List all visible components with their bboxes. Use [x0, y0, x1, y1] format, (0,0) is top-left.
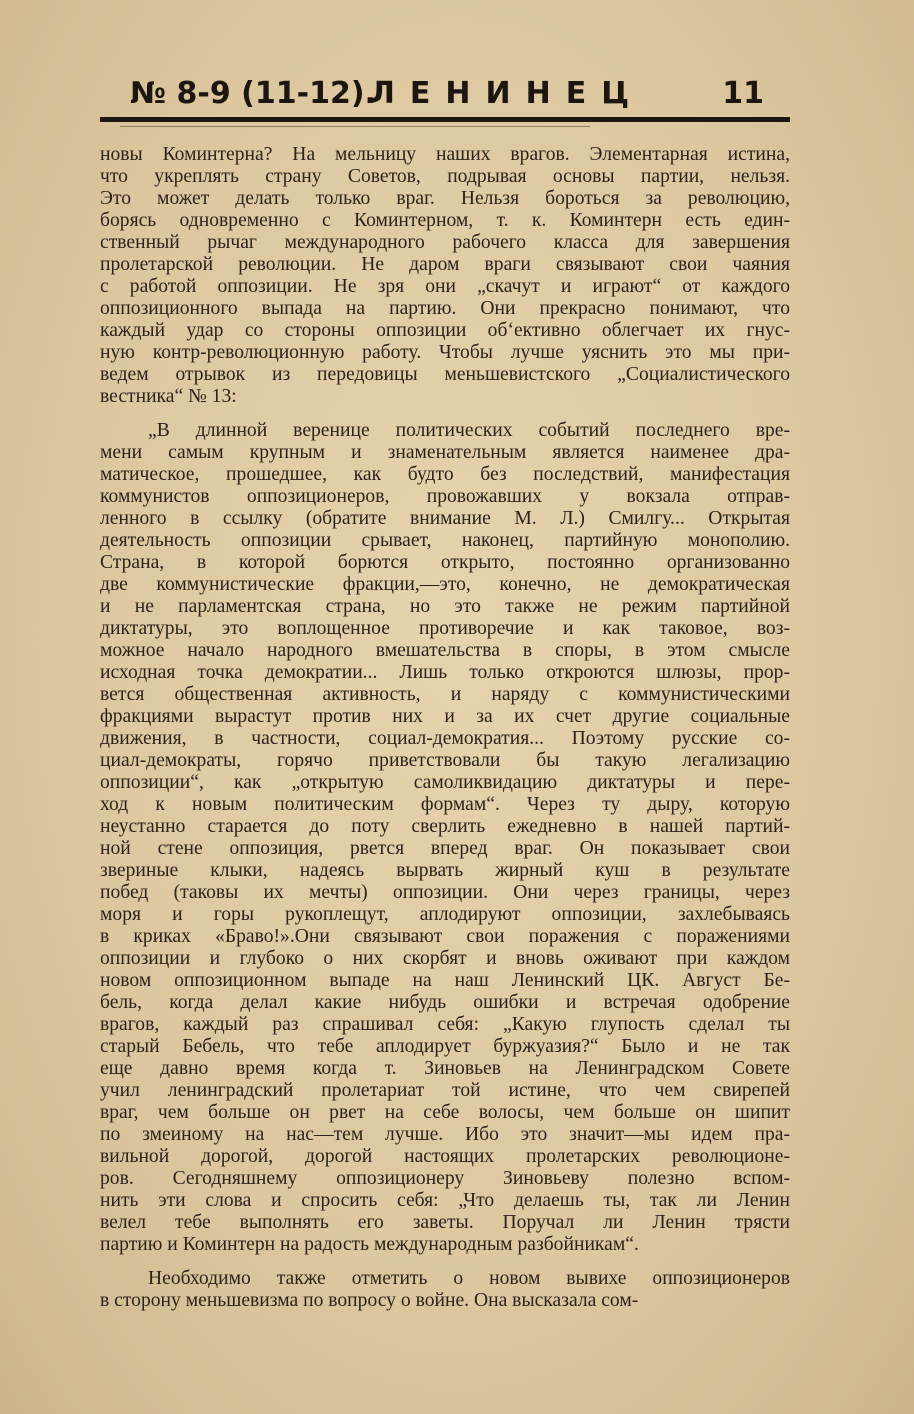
text-line: вильной дорогой, дорогой настоящих пролетарских революционе- — [100, 1146, 790, 1167]
text-line: врагов, каждый раз спрашивал себя: „Какую глупость сделал ты — [100, 1014, 790, 1035]
text-line: две коммунистические фракции,—это, конечно, не демократическая — [100, 574, 790, 595]
text-line: движения, в частности, социал-демократия... Поэтому русские со- — [100, 728, 790, 749]
text-line: ную контр-революционную работу. Чтобы лучше уяснить это мы при- — [100, 342, 790, 363]
text-line: велел тебе выполнять его заветы. Поручал ли Ленин трясти — [100, 1212, 790, 1233]
masthead-title: ЛЕНИНЕЦ — [370, 76, 645, 111]
text-line: моря и горы рукоплещут, аплодируют оппозиции, захлебываясь — [100, 904, 790, 925]
text-line: борясь одновременно с Коминтерном, т. к. Коминтерн есть един- — [100, 210, 790, 231]
text-line: учил ленинградский пролетариат той истине, что чем свирепей — [100, 1080, 790, 1101]
text-line: ход к новым политическим формам“. Через ту дыру, которую — [100, 794, 790, 815]
issue-number: № 8-9 (11-12). — [130, 76, 376, 111]
paragraph — [100, 144, 790, 408]
text-line: новы Коминтерна? На мельницу наших врагов. Элементарная истина, — [100, 144, 790, 165]
text-line: циал-демократы, горячо приветствовали бы такую легализацию — [100, 750, 790, 771]
text-line: партию и Коминтерн на радость международным разбойникам“. — [100, 1234, 639, 1255]
text-line: еще давно время когда т. Зиновьев на Ленинградском Совете — [100, 1058, 790, 1079]
text-line: неустанно старается до поту сверлить ежедневно в нашей партий- — [100, 816, 790, 837]
header-rule — [100, 117, 790, 122]
text-line: бель, когда делал какие нибудь ошибки и встречая одобрение — [100, 992, 790, 1013]
text-line: можное начало народного вмешательства в споры, в этом смысле — [100, 640, 790, 661]
text-line: исходная точка демократии... Лишь только откроются шлюзы, прор- — [100, 662, 790, 683]
text-line: новом оппозиционном выпаде на наш Ленинский ЦК. Август Бе- — [100, 970, 790, 991]
article-body — [100, 144, 790, 1312]
text-line: что укреплять страну Советов, подрывая основы партии, нельзя. — [100, 166, 790, 187]
text-line: с работой оппозиции. Не зря они „скачут и играют“ от каждого — [100, 276, 790, 297]
text-line: каждый удар со стороны оппозиции об‘ективно облегчает их гнус- — [100, 320, 790, 341]
text-line: вется общественная активность, и наряду с коммунистическими — [100, 684, 790, 705]
text-line: в сторону меньшевизма по вопросу о войне. Она высказала сом- — [100, 1290, 639, 1311]
page-header — [112, 76, 788, 116]
text-line: мени самым крупным и знаменательным является наименее дра- — [100, 442, 790, 463]
paragraph — [100, 420, 790, 1256]
text-line: звериные клыки, надеясь вырвать жирный куш в результате — [100, 860, 790, 881]
text-line: деятельность оппозиции срывает, наконец, партийную монополию. — [100, 530, 790, 551]
text-line: оппозиционного выпада на партию. Они прекрасно понимают, что — [100, 298, 790, 319]
text-line: Страна, в которой борются открыто, постоянно организованно — [100, 552, 790, 573]
text-line: коммунистов оппозиционеров, провожавших у вокзала отправ- — [100, 486, 790, 507]
text-line: оппозиции и глубоко о них скорбят и вновь оживают при каждом — [100, 948, 790, 969]
text-line: старый Бебель, что тебе аплодирует буржуазия?“ Было и не так — [100, 1036, 790, 1057]
text-line: Это может делать только враг. Нельзя бороться за революцию, — [100, 188, 790, 209]
text-line: Необходимо также отметить о новом вывихе оппозиционеров — [148, 1268, 790, 1289]
paragraph-gap — [100, 1256, 790, 1268]
text-line: фракциями вырастут против них и за их счет другие социальные — [100, 706, 790, 727]
text-line: матическое, прошедшее, как будто без последствий, манифестация — [100, 464, 790, 485]
page-number: 11 — [722, 76, 764, 111]
text-line: нить эти слова и спросить себя: „Что делаешь ты, так ли Ленин — [100, 1190, 790, 1211]
text-line: в криках «Браво!».Они связывают свои поражения с поражениями — [100, 926, 790, 947]
text-line: ственный рычаг международного рабочего класса для завершения — [100, 232, 790, 253]
paragraph — [100, 1268, 790, 1312]
text-line: ной стене оппозиция, рвется вперед враг. Он показывает свои — [100, 838, 790, 859]
text-line: побед (таковы их мечты) оппозиции. Они через границы, через — [100, 882, 790, 903]
text-line: оппозиции“, как „открытую самоликвидацию диктатуры и пере- — [100, 772, 790, 793]
text-line: ров. Сегодняшнему оппозиционеру Зиновьеву полезно вспом- — [100, 1168, 790, 1189]
header-rule-thin — [120, 126, 590, 127]
text-line: „В длинной веренице политических событий последнего вре- — [148, 420, 790, 441]
text-line: диктатуры, это воплощенное противоречие и как таковое, воз- — [100, 618, 790, 639]
text-line: враг, чем больше он рвет на себе волосы, чем больше он шипит — [100, 1102, 790, 1123]
text-line: ленного в ссылку (обратите внимание М. Л.) Смилгу... Открытая — [100, 508, 790, 529]
text-line: по змеиному на нас—тем лучше. Ибо это значит—мы идем пра- — [100, 1124, 790, 1145]
paragraph-gap — [100, 408, 790, 420]
text-line: вестника“ № 13: — [100, 386, 237, 407]
text-line: и не парламентская страна, но это также не режим партийной — [100, 596, 790, 617]
text-line: ведем отрывок из передовицы меньшевистского „Социалистического — [100, 364, 790, 385]
text-line: пролетарской революции. Не даром враги связывают свои чаяния — [100, 254, 790, 275]
